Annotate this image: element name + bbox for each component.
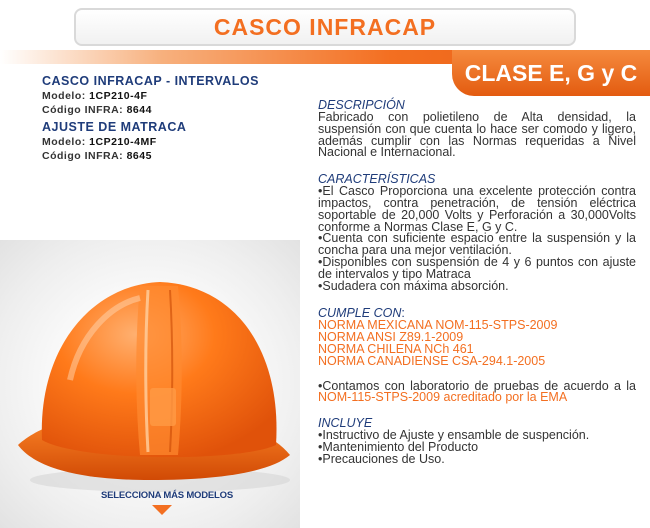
- product-title-box: [74, 8, 576, 46]
- down-arrow-icon[interactable]: [152, 505, 172, 515]
- lab-text: •Contamos con laboratorio de pruebas de acuerdo a la NOM-115-STPS-2009 acreditado por la EMA: [318, 378, 636, 405]
- product-image-area: [0, 240, 300, 528]
- model-label: Modelo:: [42, 90, 86, 102]
- includes-title: INCLUYE: [318, 416, 373, 431]
- feature-item: •Sudadera con máxima absorción.: [318, 278, 509, 293]
- class-tab: [452, 50, 650, 96]
- include-item: •Instructivo de Ajuste y ensamble de suspención.: [318, 428, 590, 443]
- model-value: 1CP210-4F: [89, 90, 148, 102]
- feature-item: •Disponibles con suspensión de 4 y 6 puntos con ajuste de intervalos y tipo Matraca: [318, 254, 636, 281]
- model-entry: [42, 120, 302, 163]
- model-value: 1CP210-4MF: [89, 136, 157, 148]
- model-label: Modelo:: [42, 136, 86, 148]
- model-title[interactable]: AJUSTE DE MATRACA: [42, 120, 187, 134]
- code-value: 8644: [126, 104, 152, 116]
- include-item: •Precauciones de Uso.: [318, 451, 445, 466]
- lab-norm-link: NOM-115-STPS-2009 acreditado por la EMA: [318, 390, 568, 405]
- class-label: CLASE E, G y C: [464, 59, 638, 86]
- norm-item: NORMA ANSI Z89.1-2009: [318, 330, 464, 345]
- include-item: •Mantenimiento del Producto: [318, 439, 479, 454]
- product-title: CASCO INFRACAP: [213, 13, 437, 40]
- description-title: DESCRIPCIÓN: [318, 98, 405, 112]
- code-value: 8645: [126, 150, 152, 162]
- model-list: [42, 74, 302, 163]
- product-details: [318, 99, 636, 466]
- norm-item: NORMA CANADIENSE CSA-294.1-2005: [318, 353, 546, 368]
- code-label: Código INFRA:: [42, 150, 124, 162]
- features-title: CARACTERÍSTICAS: [318, 172, 436, 187]
- feature-item: •El Casco Proporciona una excelente protección contra impactos, contra penetración, de tensión eléctrica soportable de 20,000 Volts y Perforación a 30,000Volts conforme a Normas Clase E, G y C.: [318, 184, 636, 234]
- compliance-title: CUMPLE CON:: [318, 306, 405, 321]
- select-more-models-button[interactable]: SELECCIONA MÁS MODELOS: [101, 490, 233, 501]
- norm-item: NORMA CHILENA NCh 461: [318, 341, 474, 356]
- model-title[interactable]: CASCO INFRACAP - INTERVALOS: [42, 74, 259, 88]
- helmet-image: [0, 240, 300, 528]
- model-entry: [42, 74, 302, 117]
- description-text: Fabricado con polietileno de Alta densidad, la suspensión con que cuenta lo hace ser comodo y ligero, además cumplir con las Normas requeridas a Nivel Nacional e Internacional.: [318, 110, 636, 160]
- feature-item: •Cuenta con suficiente espacio entre la suspensión y la concha para una mejor ventilación.: [318, 231, 636, 258]
- code-label: Código INFRA:: [42, 104, 124, 116]
- norm-item: NORMA MEXICANA NOM-115-STPS-2009: [318, 318, 558, 333]
